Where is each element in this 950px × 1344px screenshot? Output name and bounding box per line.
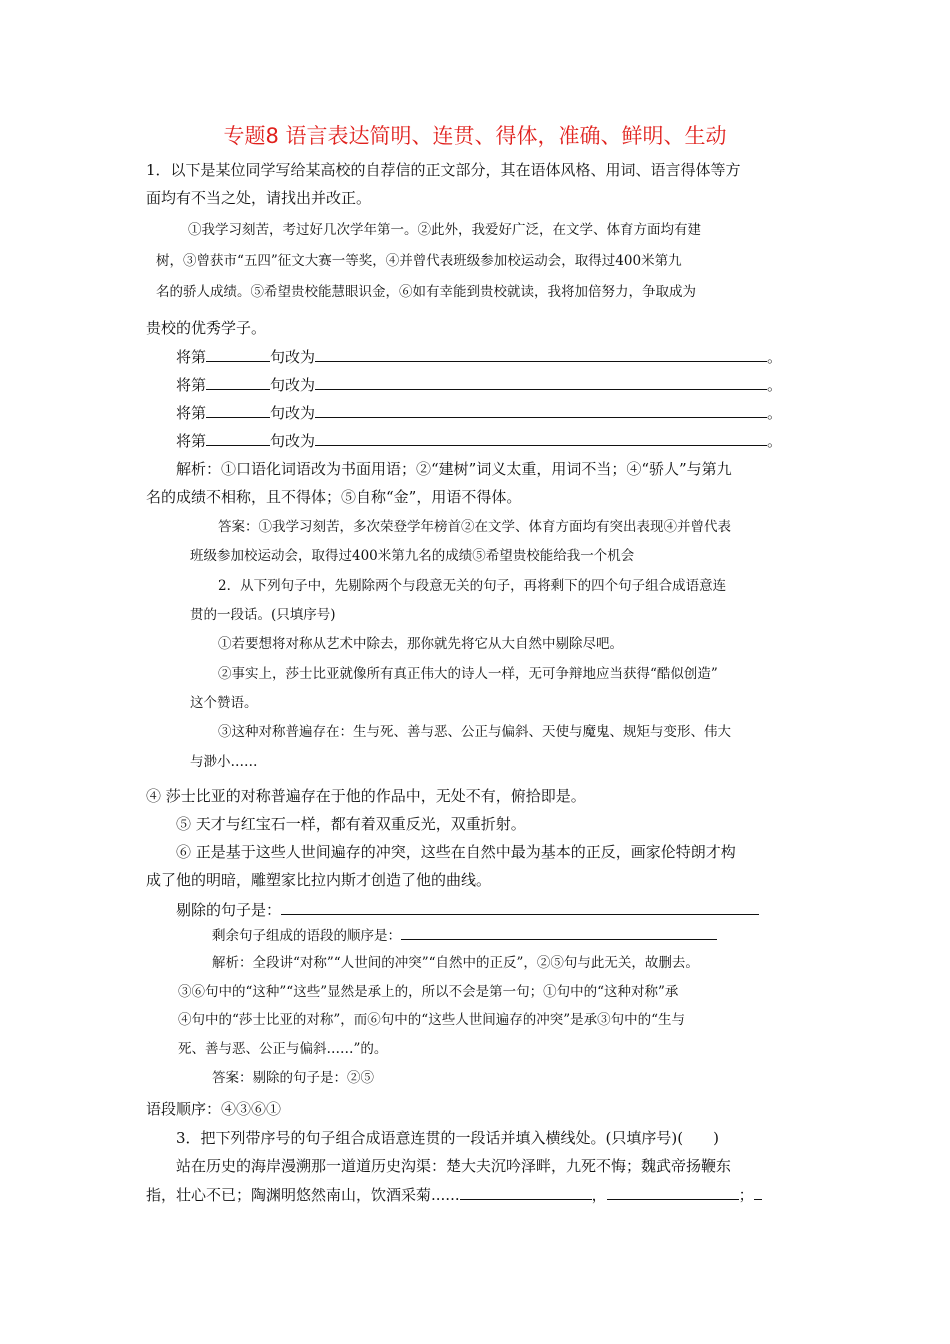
- q1-analysis-line1: 解析：①口语化词语改为书面用语；②“建树”词义太重，用词不当；④“骄人”与第九: [176, 460, 732, 478]
- q1-passage-line2: 树，③曾获市“五四”征文大赛一等奖，④并曾代表班级参加校运动会，取得过400米第九: [156, 253, 682, 269]
- q1-fill-line-3: 将第 句改为 。: [176, 404, 783, 422]
- q2-sentence-6-line1: ⑥ 正是基于这些人世间遍存的冲突，这些在自然中最为基本的正反，画家伦特朗才构: [176, 843, 736, 861]
- page-title: 专题8 语言表达简明、连贯、得体，准确、鲜明、生动: [223, 124, 727, 148]
- q2-answer: 答案：剔除的句子是：②⑤: [212, 1070, 374, 1086]
- revision-blank[interactable]: [315, 374, 767, 390]
- removed-sentences-blank[interactable]: [281, 899, 759, 915]
- q2-sentence-2-line1: ②事实上，莎士比亚就像所有真正伟大的诗人一样，无可争辩地应当获得“酷似创造”: [218, 666, 718, 682]
- q1-answer-line2: 班级参加校运动会，取得过400米第九名的成绩⑤希望贵校能给我一个机会: [190, 548, 635, 564]
- q2-sentence-1: ①若要想将对称从艺术中除去，那你就先将它从大自然中剔除尽吧。: [218, 636, 623, 652]
- q1-passage-line3: 名的骄人成绩。⑤希望贵校能慧眼识金，⑥如有幸能到贵校就读，我将加倍努力，争取成为: [156, 284, 696, 300]
- q2-analysis-line2: ③⑥句中的“这种”“这些”显然是承上的，所以不会是第一句；①句中的“这种对称”承: [178, 984, 679, 1000]
- q2-order-line: 剩余句子组成的语段的顺序是：: [212, 926, 717, 946]
- q2-analysis-line1: 解析：全段讲“对称”“人世间的冲突”“自然中的正反”，②⑤句与此无关，故删去。: [212, 955, 699, 971]
- q1-prompt-line2: 面均有不当之处，请找出并改正。: [146, 189, 372, 207]
- q1-analysis-line2: 名的成绩不相称，且不得体；⑤自称“金”，用语不得体。: [146, 488, 522, 506]
- q2-analysis-line4: 死、善与恶、公正与偏斜……”的。: [178, 1041, 388, 1057]
- q3-text-line1: 站在历史的海岸漫溯那一道道历史沟渠：楚大夫沉吟泽畔，九死不悔；魏武帝扬鞭东: [176, 1157, 732, 1175]
- revision-blank[interactable]: [315, 430, 767, 446]
- q2-sentence-3-line2: 与渺小……: [190, 754, 258, 770]
- revision-blank[interactable]: [315, 402, 767, 418]
- q2-removed-line: 剔除的句子是：: [176, 899, 759, 920]
- order-blank[interactable]: [401, 927, 717, 940]
- q3-prompt: 3．把下列带序号的句子组合成语意连贯的一段话并填入横线处。(只填序号)( ): [176, 1129, 719, 1147]
- q2-sentence-2-line2: 这个赞语。: [190, 695, 258, 711]
- sentence-number-blank[interactable]: [206, 430, 270, 446]
- q2-analysis-line3: ④句中的“莎士比亚的对称”，而⑥句中的“这些人世间遍存的冲突”是承③句中的“生与: [178, 1012, 686, 1028]
- q1-fill-line-2: 将第 句改为 。: [176, 376, 783, 394]
- q2-sentence-5: ⑤ 天才与红宝石一样，都有着双重反光，双重折射。: [176, 815, 526, 833]
- q2-prompt-line1: 2．从下列句子中，先剔除两个与段意无关的句子，再将剩下的四个句子组合成语意连: [218, 578, 727, 594]
- q3-text-line2: 指，壮心不已；陶渊明悠然南山，饮酒采菊...... ， ；: [146, 1184, 762, 1205]
- q2-sentence-6-line2: 成了他的明暗，雕塑家比拉内斯才创造了他的曲线。: [146, 871, 492, 889]
- q1-answer-line1: 答案：①我学习刻苦，多次荣登学年榜首②在文学、体育方面均有突出表现④并曾代表: [218, 519, 731, 535]
- sentence-number-blank[interactable]: [206, 346, 270, 362]
- revision-blank[interactable]: [315, 346, 767, 362]
- q3-blank-2[interactable]: [607, 1184, 739, 1200]
- q1-prompt-line1: 1．以下是某位同学写给某高校的自荐信的正文部分，其在语体风格、用词、语言得体等方: [146, 161, 741, 179]
- q2-sentence-4: ④ 莎士比亚的对称普遍存在于他的作品中，无处不有，俯拾即是。: [146, 787, 586, 805]
- q1-passage-line4: 贵校的优秀学子。: [146, 319, 267, 337]
- q2-prompt-line2: 贯的一段话。(只填序号): [190, 607, 336, 623]
- q1-passage-line1: ①我学习刻苦，考过好几次学年第一。②此外，我爱好广泛，在文学、体育方面均有建: [188, 222, 701, 238]
- q2-order-answer: 语段顺序：④③⑥①: [146, 1100, 282, 1118]
- q1-fill-line-1: 将第 句改为 。: [176, 348, 783, 366]
- q1-fill-line-4: 将第 句改为 。: [176, 432, 783, 450]
- q2-sentence-3-line1: ③这种对称普遍存在：生与死、善与恶、公正与偏斜、天使与魔鬼、规矩与变形、伟大: [218, 724, 731, 740]
- q3-blank-1[interactable]: [460, 1184, 592, 1200]
- sentence-number-blank[interactable]: [206, 402, 270, 418]
- q3-blank-3[interactable]: [754, 1184, 762, 1200]
- sentence-number-blank[interactable]: [206, 374, 270, 390]
